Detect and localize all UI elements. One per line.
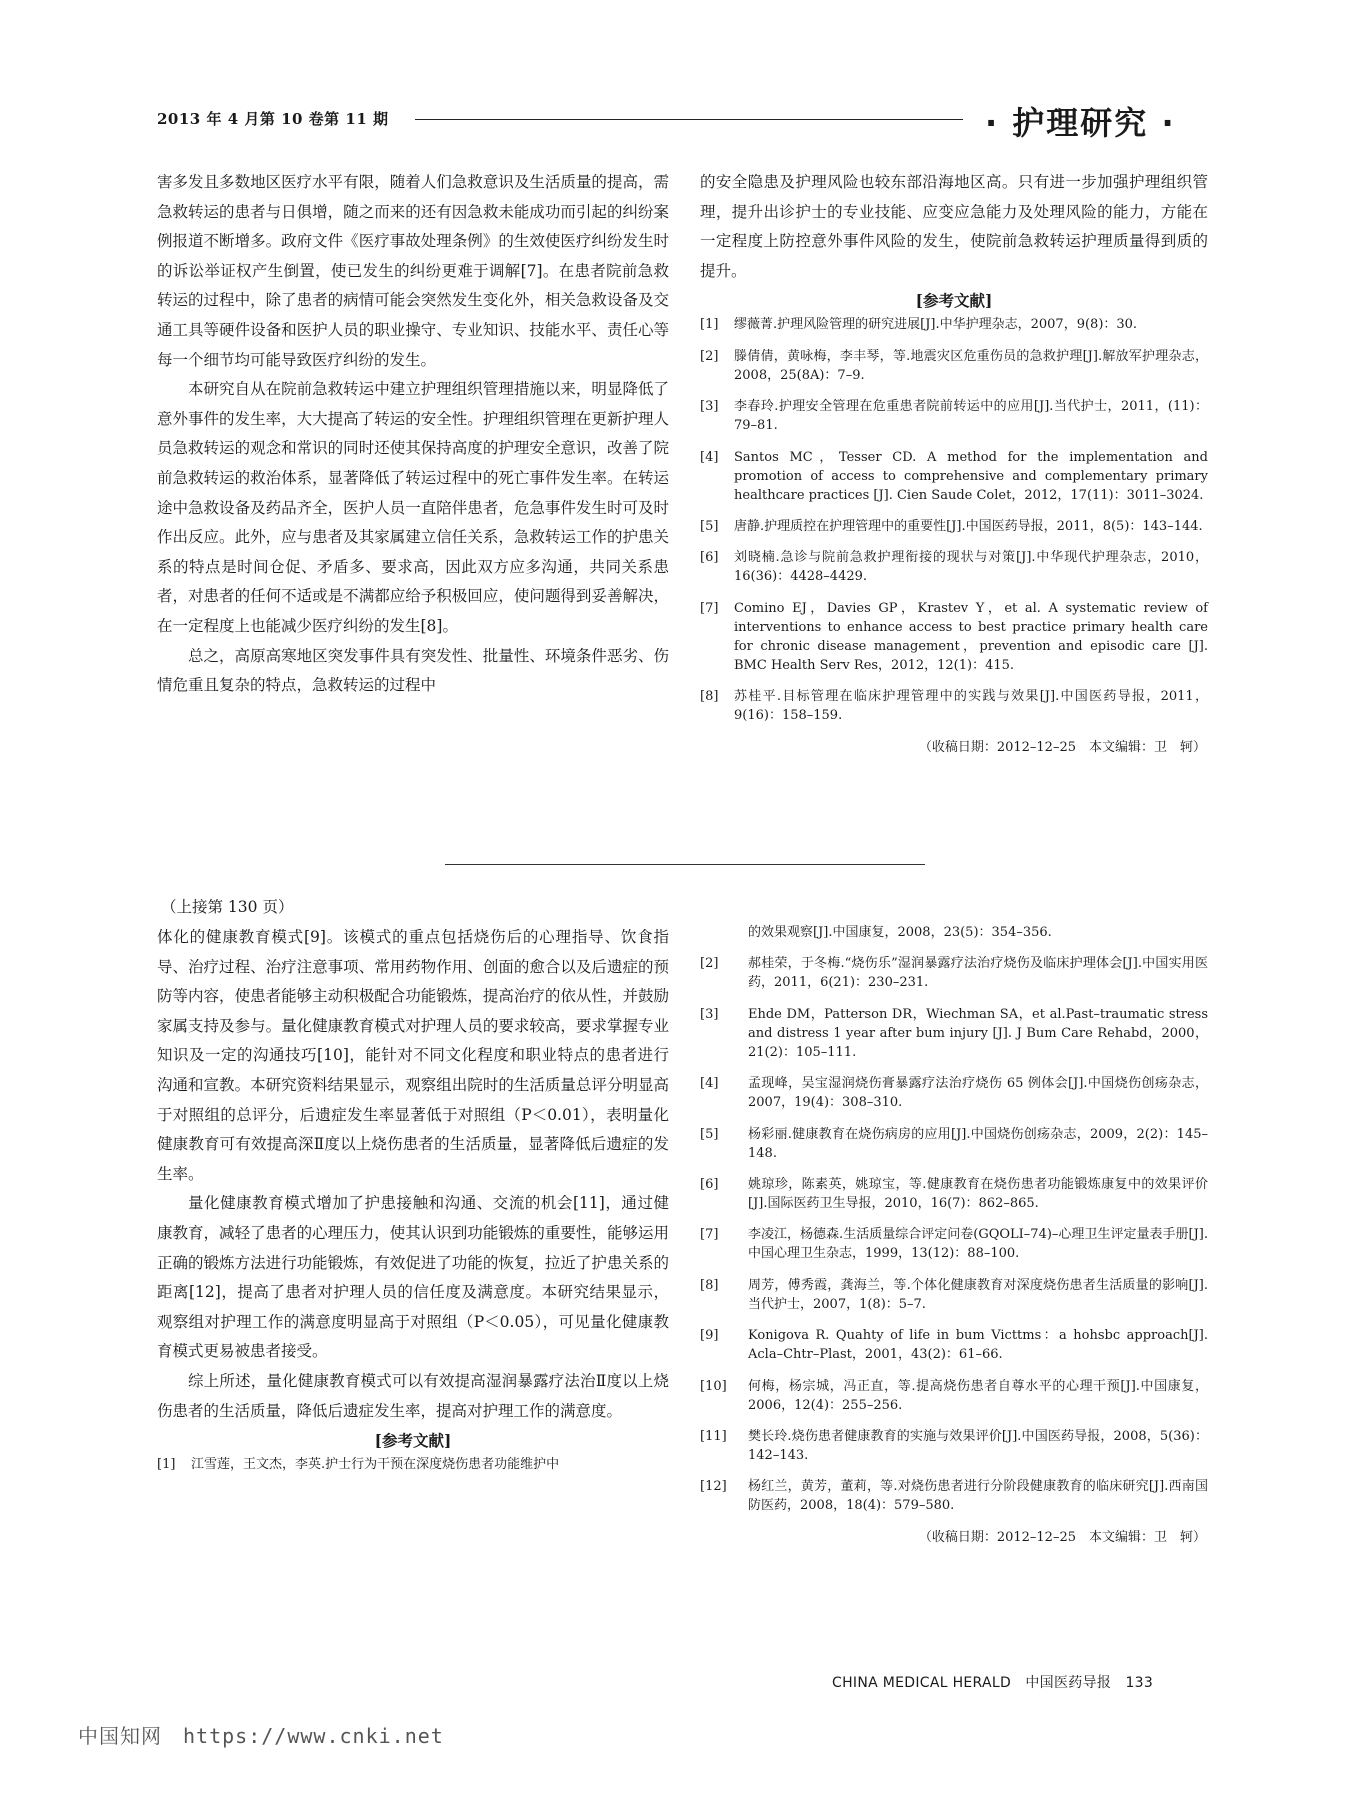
- reference-text: 周芳，傅秀霞，龚海兰，等.个体化健康教育对深度烧伤患者生活质量的影响[J].当代护士，2007，1(8)：5–7.: [748, 1277, 1208, 1312]
- reference-text: 樊长玲.烧伤患者健康教育的实施与效果评价[J].中国医药导报，2008，5(36)：142–143.: [748, 1428, 1208, 1463]
- reference-list: [700, 315, 1208, 725]
- reference-item: [700, 1377, 1208, 1415]
- reference-number: [1]: [700, 317, 719, 333]
- reference-item: [700, 1125, 1208, 1163]
- reference-item: [700, 1175, 1208, 1213]
- bottom-left-column: [157, 923, 669, 1486]
- reference-text: 滕倩倩，黄咏梅，李丰琴，等.地震灾区危重伤员的急救护理[J].解放军护理杂志，2008，25(8A)：7–9.: [734, 348, 1208, 383]
- reference-number: [4]: [700, 449, 719, 465]
- reference-item: [700, 1225, 1208, 1263]
- reference-number: [700, 923, 748, 942]
- reference-text: 郝桂荣，于冬梅.“烧伤乐”湿润暴露疗法治疗烧伤及临床护理体会[J].中国实用医药，2011，6(21)：230–231.: [748, 956, 1208, 991]
- reference-item: [700, 548, 1208, 586]
- reference-text: 何梅，杨宗城，冯正直，等.提高烧伤患者自尊水平的心理干预[J].中国康复，2006，12(4)：255–256.: [748, 1378, 1208, 1413]
- reference-item: [700, 448, 1208, 505]
- reference-text: 缪薇菁.护理风险管理的研究进展[J].中华护理杂志，2007，9(8)：30.: [734, 317, 1138, 333]
- reference-number: [8]: [700, 689, 719, 705]
- reference-item: [700, 1005, 1208, 1062]
- reference-number: [6]: [700, 1176, 719, 1192]
- bottom-right-column: [700, 923, 1208, 1547]
- reference-text: 江雪莲，王文杰，李英.护士行为干预在深度烧伤患者功能维护中: [191, 1457, 560, 1473]
- reference-number: [8]: [700, 1277, 719, 1293]
- paragraph: 的安全隐患及护理风险也较东部沿海地区高。只有进一步加强护理组织管理，提升出诊护士的专业技能、应变应急能力及处理风险的能力，方能在一定程度上防控意外事件风险的发生，使院前急救转运护理质量得到质的提升。: [700, 173, 1208, 280]
- received-date: （收稿日期：2012–12–25 本文编辑：卫 轲）: [918, 1529, 1206, 1545]
- journal-footer: CHINA MEDICAL HERALD 中国医药导报 133: [832, 1675, 1154, 1691]
- reference-item: [700, 347, 1208, 385]
- reference-item: [700, 687, 1208, 725]
- reference-item: [700, 923, 1208, 942]
- cnki-watermark: 中国知网 https://www.cnki.net: [78, 1724, 444, 1748]
- reference-item: [700, 1074, 1208, 1112]
- issue-info: 2013 年 4 月第 10 卷第 11 期: [157, 110, 389, 128]
- reference-number: [2]: [700, 956, 719, 972]
- reference-list: [700, 923, 1208, 1515]
- reference-text: 苏桂平.目标管理在临床护理管理中的实践与效果[J].中国医药导报，2011，9(16)：158–159.: [734, 689, 1208, 724]
- reference-number: [11]: [700, 1428, 727, 1444]
- reference-number: [6]: [700, 550, 719, 566]
- reference-item: [700, 599, 1208, 675]
- reference-item: [157, 1455, 669, 1474]
- reference-number: [3]: [700, 399, 719, 415]
- reference-text: 杨红兰，黄芳，董莉，等.对烧伤患者进行分阶段健康教育的临床研究[J].西南国防医药，2008，18(4)：579–580.: [748, 1479, 1208, 1514]
- paragraph: 量化健康教育模式增加了护患接触和沟通、交流的机会[11]，通过健康教育，减轻了患者的心理压力，使其认识到功能锻炼的重要性，能够运用正确的锻炼方法进行功能锻炼，有效促进了功能的恢复，拉近了护患关系的距离[12]，提高了患者对护理人员的信任度及满意度。本研究结果显示，观察组对护理工作的满意度明显高于对照组（P＜0.05），可见量化健康教育模式更易被患者接受。: [157, 1194, 669, 1361]
- reference-item: [700, 954, 1208, 992]
- reference-number: [3]: [700, 1006, 719, 1022]
- reference-item: [700, 1477, 1208, 1515]
- reference-list: [157, 1455, 669, 1474]
- references-title: [参考文献]: [374, 1431, 452, 1451]
- reference-number: [1]: [157, 1457, 176, 1473]
- references-title: [参考文献]: [915, 291, 993, 311]
- reference-text: Konigova R. Quahty of life in bum Victtms：a hohsbc approach[J]. Acla–Chtr–Plast，2001，43(2)：61–66.: [748, 1328, 1208, 1363]
- reference-item: [700, 1276, 1208, 1314]
- reference-number: [7]: [700, 1227, 719, 1243]
- reference-text: 的效果观察[J].中国康复，2008，23(5)：354–356.: [748, 925, 1052, 940]
- top-left-column: [157, 168, 669, 701]
- reference-text: 杨彩丽.健康教育在烧伤病房的应用[J].中国烧伤创疡杂志，2009，2(2)：145–148.: [748, 1126, 1208, 1161]
- paragraph: 本研究自从在院前急救转运中建立护理组织管理措施以来，明显降低了意外事件的发生率，大大提高了转运的安全性。护理组织管理在更新护理人员急救转运的观念和常识的同时还使其保持高度的护理安全意识，改善了院前急救转运的救治体系，显著降低了转运过程中的死亡事件发生率。在转运途中急救设备及药品齐全，医护人员一直陪伴患者，危急事件发生时可及时作出反应。此外，应与患者及其家属建立信任关系，急救转运工作的护患关系的特点是时间仓促、矛盾多、要求高，因此双方应多沟通，共同关系患者，对患者的任何不适或是不满都应给予积极回应，使问题得到妥善解决，在一定程度上也能减少医疗纠纷的发生[8]。: [157, 380, 669, 635]
- separator-rule: [445, 864, 925, 865]
- reference-text: 刘晓楠.急诊与院前急救护理衔接的现状与对策[J].中华现代护理杂志，2010，16(36)：4428–4429.: [734, 550, 1208, 585]
- reference-item: [700, 315, 1208, 334]
- reference-text: 李凌江，杨德森.生活质量综合评定问卷(GQOLI–74)–心理卫生评定量表手册[J].中国心理卫生杂志，1999，13(12)：88–100.: [748, 1227, 1208, 1262]
- reference-number: [5]: [700, 1126, 719, 1142]
- reference-number: [2]: [700, 348, 719, 364]
- reference-text: 姚琼珍，陈素英，姚琼宝，等.健康教育在烧伤患者功能锻炼康复中的效果评价[J].国际医药卫生导报，2010，16(7)：862–865.: [748, 1176, 1208, 1211]
- top-right-column: [700, 168, 1208, 757]
- paragraph: 体化的健康教育模式[9]。该模式的重点包括烧伤后的心理指导、饮食指导、治疗过程、治疗注意事项、常用药物作用、创面的愈合以及后遗症的预防等内容，使患者能够主动积极配合功能锻炼，提高治疗的依从性，并鼓励家属支持及参与。量化健康教育模式对护理人员的要求较高，要求掌握专业知识及一定的沟通技巧[10]，能针对不同文化程度和职业特点的患者进行沟通和宣教。本研究资料结果显示，观察组出院时的生活质量总评分明显高于对照组的总评分，后遗症发生率显著低于对照组（P＜0.01），表明量化健康教育可有效提高深Ⅱ度以上烧伤患者的生活质量，显著降低后遗症的发生率。: [157, 928, 669, 1183]
- reference-text: 李春玲.护理安全管理在危重患者院前转运中的应用[J].当代护士，2011，(11)：79–81.: [734, 399, 1208, 434]
- reference-item: [700, 397, 1208, 435]
- reference-item: [700, 1326, 1208, 1364]
- paragraph: 害多发且多数地区医疗水平有限，随着人们急救意识及生活质量的提高，需急救转运的患者与日俱增，随之而来的还有因急救未能成功而引起的纠纷案例报道不断增多。政府文件《医疗事故处理条例》的生效使医疗纠纷发生时的诉讼举证权产生倒置，使已发生的纠纷更难于调解[7]。在患者院前急救转运的过程中，除了患者的病情可能会突然发生变化外，相关急救设备及交通工具等硬件设备和医护人员的职业操守、专业知识、技能水平、责任心等每一个细节均可能导致医疗纠纷的发生。: [157, 173, 669, 369]
- reference-item: [700, 1427, 1208, 1465]
- reference-text: Santos MC，Tesser CD. A method for the implementation and promotion of access to comprehensive and complementary primary healthcare practices [J]. Cien Saude Colet，2012，17(11)：3011–3024.: [734, 449, 1208, 503]
- reference-text: Comino EJ，Davies GP，Krastev Y，et al. A systematic review of interventions to enhance access to best practice primary health care for chronic disease management，prevention and episodic care [J]. BMC Health Serv Res，2012，12(1)：415.: [734, 600, 1208, 673]
- reference-number: [4]: [700, 1076, 719, 1092]
- paragraph: 总之，高原高寒地区突发事件具有突发性、批量性、环境条件恶劣、伤情危重且复杂的特点，急救转运的过程中: [157, 646, 669, 695]
- received-date: （收稿日期：2012–12–25 本文编辑：卫 轲）: [918, 739, 1206, 755]
- reference-item: [700, 517, 1208, 536]
- reference-number: [5]: [700, 518, 719, 534]
- paragraph: 综上所述，量化健康教育模式可以有效提高湿润暴露疗法治Ⅱ度以上烧伤患者的生活质量，降低后遗症发生率，提高对护理工作的满意度。: [157, 1371, 669, 1420]
- reference-text: 唐静.护理质控在护理管理中的重要性[J].中国医药导报，2011，8(5)：143–144.: [734, 518, 1203, 534]
- section-title: · 护理研究 ·: [985, 104, 1176, 142]
- reference-number: [9]: [700, 1328, 719, 1344]
- reference-text: 孟现峰，吴宝湿润烧伤膏暴露疗法治疗烧伤 65 例体会[J].中国烧伤创疡杂志，2007，19(4)：308–310.: [748, 1076, 1208, 1111]
- reference-number: [12]: [700, 1479, 727, 1495]
- reference-text: Ehde DM，Patterson DR，Wiechman SA，et al.Past–traumatic stress and distress 1 year after bum injury [J]. J Bum Care Rehabd，2000，21(2)：105–111.: [748, 1006, 1208, 1060]
- header-rule: [415, 119, 963, 120]
- reference-number: [7]: [700, 600, 719, 616]
- continued-from-note: （上接第 130 页）: [161, 898, 294, 916]
- reference-number: [10]: [700, 1378, 727, 1394]
